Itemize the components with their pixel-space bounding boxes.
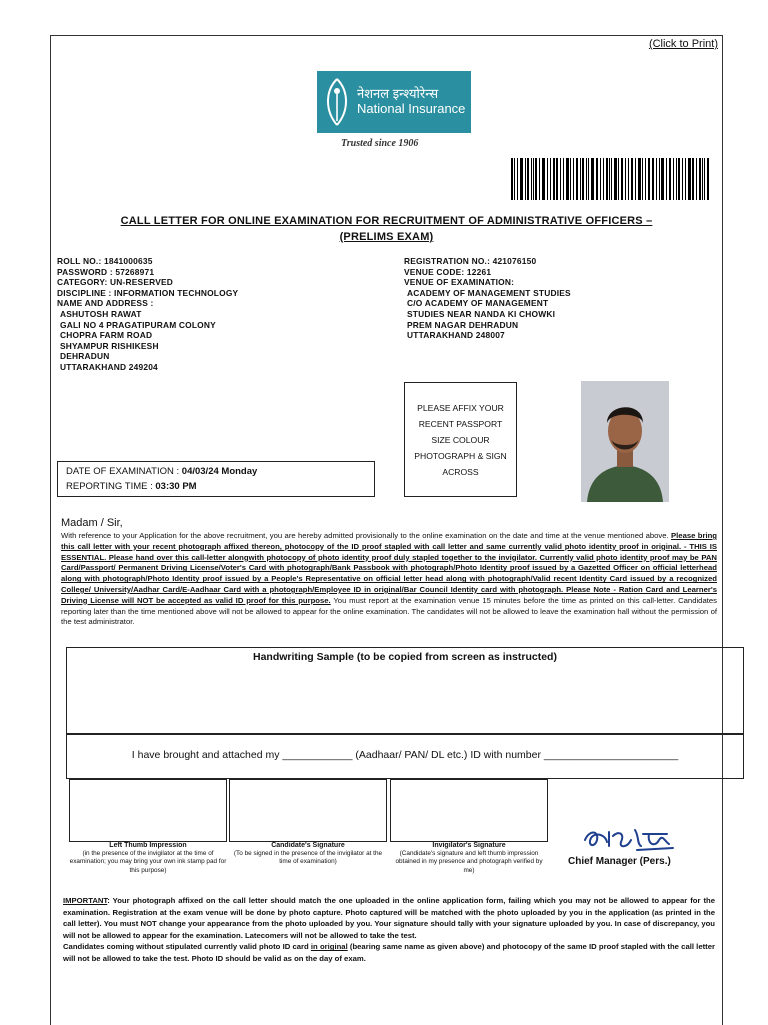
address-line: DEHRADUN (60, 351, 110, 362)
invigilator-sig-desc: (Candidate's signature and left thumb impression obtained in my presence and photograph verified by me) (395, 850, 543, 874)
thumb-title: Left Thumb Impression (109, 842, 187, 849)
roll-no: ROLL NO.: 1841000635 (57, 256, 153, 266)
exam-date-label: DATE OF EXAMINATION : (66, 466, 182, 477)
address-line: GALI NO 4 PRAGATIPURAM COLONY (60, 319, 216, 330)
category: CATEGORY: UN-RESERVED (57, 277, 174, 288)
address-block (57, 309, 238, 373)
password: PASSWORD : 57268971 (57, 266, 155, 277)
venue-line: UTTARAKHAND 248007 (407, 330, 505, 341)
signature-image (579, 822, 679, 854)
instructions-essential: Please bring this call letter with your recent photograph affixed thereon, photocopy of the ID proof stapled with call letter and same currently valid photo identity proof in original. - THIS IS ESSENTIAL. Please hand over this call-letter alongwith photocopy of photo identity proof duly stapled together to the invigilator. Currently valid photo identity proof may be PAN Card/Passport/ Permanent Driving License/Voter's Card with photograph/Bank Passbook with photograph/Photo Identity proof issued by a Gazetted Officer on official letterhead along with photograph/Photo Identity proof issued by a People's Representative on official letter head along with photograph/Valid recent Identity Card issued by a recognized College/ University/Aadhar Card/E-Aadhaar Card with a photograph/Employee ID in original/Bar Council Identity card with photograph. Please Note - Ration Card and Learner's Driving License will NOT be accepted as valid ID proof for this purpose. (61, 531, 717, 605)
thumb-impression-box (69, 779, 227, 842)
exam-details-box (57, 461, 375, 497)
invigilator-sig-title: Invigilator's Signature (432, 842, 506, 849)
logo-emblem-icon (317, 71, 357, 133)
tagline: Trusted since 1906 (341, 138, 419, 149)
discipline: DISCIPLINE : INFORMATION TECHNOLOGY (57, 287, 239, 298)
id-declaration-text: I have brought and attached my ____________ (Aadhaar/ PAN/ DL etc.) ID with number _______________________ (131, 749, 679, 761)
thumb-desc: (in the presence of the invigilator at the time of examination; you may bring your own ink stamp pad for this purpose) (69, 850, 227, 874)
thumb-impression-label (69, 842, 227, 875)
reporting-time-row (66, 479, 366, 494)
print-link[interactable]: (Click to Print) (648, 38, 718, 50)
venue-line: STUDIES NEAR NANDA KI CHOWKI (407, 308, 556, 319)
address-line: SHYAMPUR RISHIKESH (60, 340, 159, 351)
affix-photo-box (404, 382, 517, 497)
important-text-2c: (bearing same name as given above) and photocopy of the same ID proof stapled with the call letter will not be allowed to take the test. Photo ID should be valid as on the day of exam. (63, 942, 715, 963)
instructions-paragraph (61, 531, 717, 628)
venue-details (404, 256, 571, 341)
registration-no: REGISTRATION NO.: 421076150 (404, 256, 537, 266)
handwriting-title: Handwriting Sample (to be copied from screen as instructed) (253, 651, 557, 663)
title-line-1: CALL LETTER FOR ONLINE EXAMINATION FOR RECRUITMENT OF ADMINISTRATIVE OFFICERS – (120, 215, 653, 227)
barcode-icon (511, 158, 717, 200)
logo-english: National Insurance (357, 101, 466, 116)
address-line: CHOPRA FARM ROAD (60, 330, 153, 341)
address-line: UTTARAKHAND 249204 (60, 361, 158, 372)
name-address-label: NAME AND ADDRESS : (57, 298, 154, 309)
venue-code: VENUE CODE: 12261 (404, 266, 492, 277)
chief-manager-title: Chief Manager (Pers.) (568, 856, 671, 867)
important-text-1: : Your photograph affixed on the call letter should match the one uploaded in the online application form, failing which you may not be allowed to appear for the examination. Registration at the exam venue will be done by photo capture. Photo captured will be matched with the photo uploaded by you in the application (as printed in the call letter). You must NOT change your appearance from the photo uploaded by you. Your signature should tally with your signature uploaded by you. In case of discrepancy, you will not be allowed to appear for the examination. Latecomers will not be allowed to take the test. (63, 896, 715, 940)
page-title (71, 213, 702, 245)
venue-line: PREM NAGAR DEHRADUN (407, 319, 519, 330)
candidate-signature-label (229, 842, 387, 867)
venue-line: C/O ACADEMY OF MANAGEMENT (407, 298, 549, 309)
candidate-details (57, 256, 238, 373)
instructions-reporting: You must report at the examination venue 15 minutes before the time as printed on this call-letter. Candidates reporting later than the time mentioned above will not be allowed to appear for the online examination. The candidates will not be allowed to leave the examination hall without the permission of the test administrator. (61, 595, 717, 627)
exam-date-value: 04/03/24 Monday (181, 466, 258, 477)
exam-date-row (66, 464, 366, 479)
candidate-signature-box (229, 779, 387, 842)
reporting-time-value: 03:30 PM (155, 481, 197, 492)
id-declaration-box (66, 734, 744, 779)
invigilator-signature-box (390, 779, 548, 842)
reporting-time-label: REPORTING TIME : (66, 481, 156, 492)
candidate-sig-desc: (To be signed in the presence of the invigilator at the time of examination) (233, 850, 383, 866)
venue-address (404, 288, 571, 341)
handwriting-sample-box (66, 647, 744, 734)
affix-photo-text: PLEASE AFFIX YOUR RECENT PASSPORT SIZE COLOUR PHOTOGRAPH & SIGN ACROSS (414, 402, 507, 477)
salutation: Madam / Sir, (61, 517, 123, 529)
call-letter-page (50, 35, 723, 1025)
title-line-2: (PRELIMS EXAM) (339, 231, 434, 243)
candidate-sig-title: Candidate's Signature (271, 842, 345, 849)
important-label: IMPORTANT (63, 896, 108, 905)
important-text-2a: Candidates coming without stipulated currently valid photo ID card (63, 942, 311, 952)
national-insurance-logo (317, 71, 471, 133)
important-notice (63, 895, 715, 965)
logo-text (357, 87, 465, 117)
invigilator-signature-label (390, 842, 548, 875)
venue-line: ACADEMY OF MANAGEMENT STUDIES (407, 287, 571, 298)
venue-label: VENUE OF EXAMINATION: (404, 277, 515, 288)
address-line: ASHUTOSH RAWAT (60, 308, 142, 319)
important-text-2b: in original (310, 942, 348, 952)
candidate-photo (581, 381, 669, 502)
instructions-intro: With reference to your Application for the above recruitment, you are hereby admitted provisionally to the online examination on the date and time at the venue mentioned above. (61, 531, 672, 540)
logo-hindi: नेशनल इन्श्योरेन्स (357, 86, 439, 102)
